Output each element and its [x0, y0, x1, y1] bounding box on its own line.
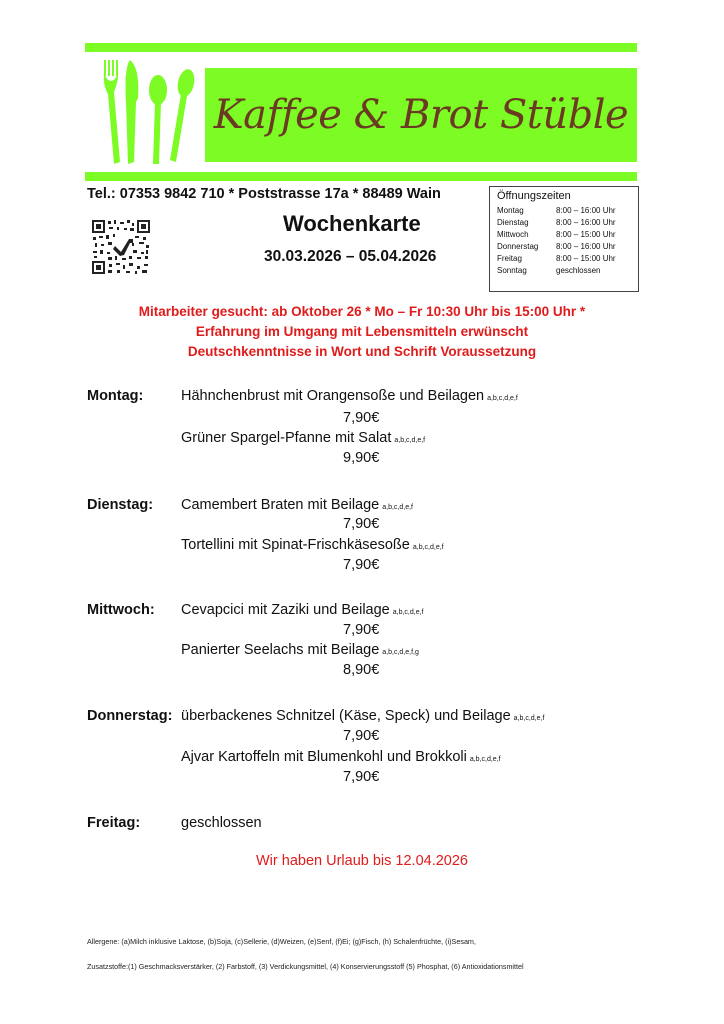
hours-day: Donnerstag: [497, 242, 539, 251]
hours-value: geschlossen: [556, 266, 601, 275]
dish-name: Cevapcici mit Zaziki und Beilage: [181, 602, 390, 618]
job-notice-line: Mitarbeiter gesucht: ab Oktober 26 * Mo – Fr 10:30 Uhr bis 15:00 Uhr *: [138, 304, 586, 319]
dish-name: Panierter Seelachs mit Beilage: [181, 642, 380, 658]
dish-price: 7,90€: [343, 410, 380, 426]
dish-price: 9,90€: [343, 450, 380, 466]
additive-legend: Zusatzstoffe:(1) Geschmacksverstärker, (2) Farbstoff, (3) Verdickungsmittel, (4) Konservierungsstoff (5) Phosphat, (6) Antioxidationsmittel: [87, 962, 524, 971]
dish-name: Tortellini mit Spinat-Frischkäsesoße: [181, 537, 410, 553]
vacation-notice: Wir haben Urlaub bis 12.04.2026: [256, 853, 468, 869]
hours-day: Mittwoch: [497, 230, 529, 239]
dish-price: 7,90€: [343, 557, 380, 573]
closed-text: geschlossen: [181, 815, 262, 831]
opening-hours-row: [497, 265, 631, 277]
dish-allergens: a,b,c,d,e,f: [469, 756, 501, 763]
dish-price: 7,90€: [343, 769, 380, 785]
cutlery-icon: [100, 58, 200, 168]
hours-value: 8:00 – 15:00 Uhr: [556, 230, 616, 239]
top-green-bar: [85, 43, 637, 52]
dish-name: Camembert Braten mit Beilage: [181, 497, 380, 513]
dish-name: überbackenes Schnitzel (Käse, Speck) und Beilage: [181, 708, 511, 724]
hours-value: 8:00 – 16:00 Uhr: [556, 218, 616, 227]
opening-hours-row: [497, 241, 631, 253]
dish-item: [181, 497, 413, 513]
dish-allergens: a,b,c,d,e,f: [487, 395, 518, 402]
dish-allergens: a,b,c,d,e,f,g: [382, 649, 419, 656]
opening-hours-box: [489, 186, 639, 292]
day-label-montag: Montag:: [87, 388, 144, 404]
opening-hours-title: Öffnungszeiten: [497, 190, 571, 202]
dish-item: [181, 602, 423, 618]
job-notice: [0, 302, 724, 362]
contact-line: Tel.: 07353 9842 710 * Poststrasse 17a * 88489 Wain: [87, 186, 441, 202]
hours-day: Montag: [497, 206, 524, 215]
hours-day: Dienstag: [497, 218, 529, 227]
dish-allergens: a,b,c,d,e,f: [392, 609, 424, 616]
dish-name: Ajvar Kartoffeln mit Blumenkohl und Brokkoli: [181, 749, 467, 765]
dish-item: [181, 537, 444, 553]
dish-price: 7,90€: [343, 728, 380, 744]
dish-price: 7,90€: [343, 516, 380, 532]
opening-hours-row: [497, 205, 631, 217]
opening-hours-row: [497, 229, 631, 241]
hours-value: 8:00 – 16:00 Uhr: [556, 206, 616, 215]
dish-price: 7,90€: [343, 622, 380, 638]
dish-price: 8,90€: [343, 662, 380, 678]
day-label-donnerstag: Donnerstag:: [87, 708, 173, 724]
dish-allergens: a,b,c,d,e,f: [513, 715, 545, 722]
day-label-dienstag: Dienstag:: [87, 497, 154, 513]
day-label-mittwoch: Mittwoch:: [87, 602, 155, 618]
hours-day: Sonntag: [497, 266, 527, 275]
page-title: Wochenkarte: [283, 211, 421, 236]
date-range: 30.03.2026 – 05.04.2026: [264, 248, 437, 265]
allergen-legend: Allergene: (a)Milch inklusive Laktose, (b)Soja, (c)Sellerie, (d)Weizen, (e)Senf, (f)Ei; (g)Fisch, (h) Schalenfrüchte, (i)Sesam,: [87, 937, 476, 946]
hours-value: 8:00 – 16:00 Uhr: [556, 242, 616, 251]
dish-allergens: a,b,c,d,e,f: [394, 437, 426, 444]
dish-allergens: a,b,c,d,e,f: [412, 544, 444, 551]
dish-item: [181, 749, 501, 765]
logo-banner: [205, 68, 637, 162]
dish-item: [181, 642, 419, 658]
dish-item: [181, 430, 425, 446]
dish-name: Grüner Spargel-Pfanne mit Salat: [181, 430, 392, 446]
bottom-green-bar: [85, 172, 637, 181]
logo-text: Kaffee & Brot Stüble: [213, 92, 629, 138]
qr-code-icon[interactable]: [91, 219, 151, 275]
dish-name: Hähnchenbrust mit Orangensoße und Beilagen: [181, 388, 485, 404]
day-label-freitag: Freitag:: [87, 815, 141, 831]
job-notice-line: Deutschkenntnisse in Wort und Schrift Voraussetzung: [187, 344, 537, 359]
dish-allergens: a,b,c,d,e,f: [382, 504, 413, 511]
dish-item: [181, 388, 518, 404]
opening-hours-row: [497, 217, 631, 229]
job-notice-line: Erfahrung im Umgang mit Lebensmitteln erwünscht: [195, 324, 529, 339]
hours-day: Freitag: [497, 254, 522, 263]
dish-item: [181, 708, 544, 724]
opening-hours-row: [497, 253, 631, 265]
hours-value: 8:00 – 15:00 Uhr: [556, 254, 616, 263]
